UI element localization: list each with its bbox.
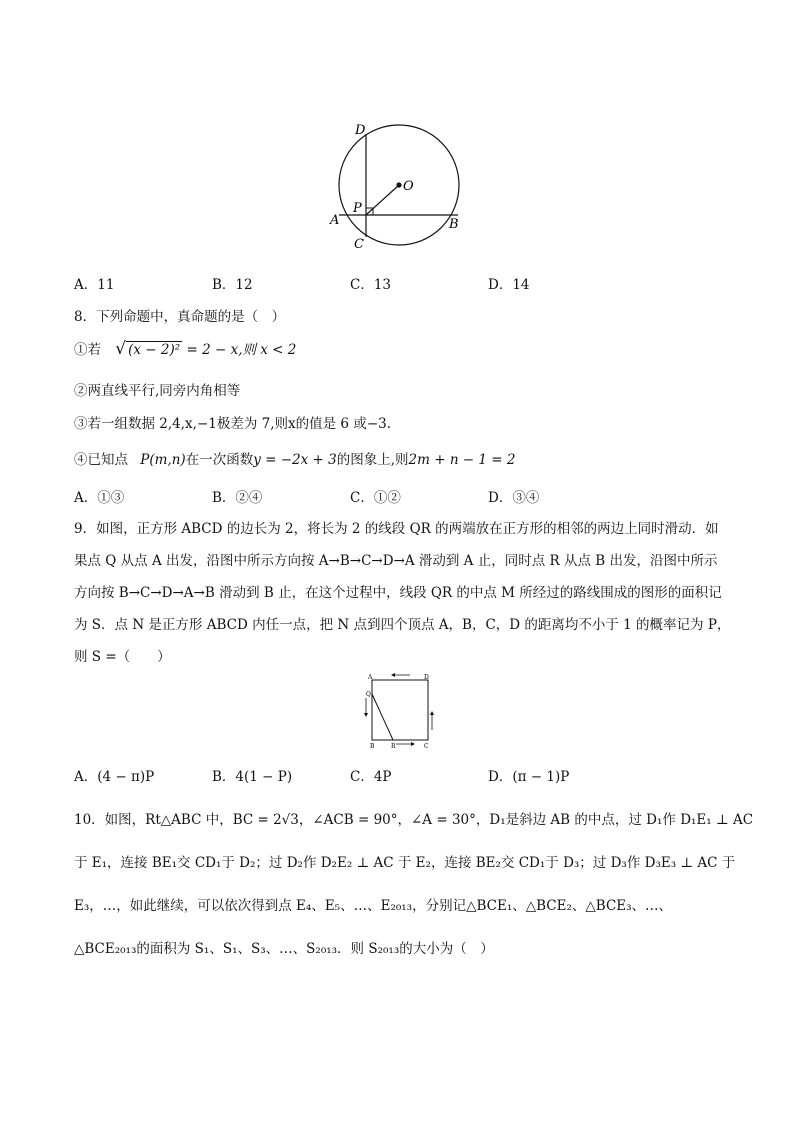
q9-option-c[interactable]: C．4P [350,769,392,785]
q9-options [74,765,734,785]
q8-option-a[interactable]: A．①③ [74,490,125,506]
sq-label-a: A [368,674,373,681]
s1-radicand: (x − 2)² [128,342,181,358]
s4-rest: 的图象上,则 [336,452,409,468]
s4-point: P(m,n) [140,452,186,468]
center-point [396,182,401,187]
q9-option-b[interactable]: B．4(1 − P) [212,769,293,785]
q9-line-4: 为 S．点 N 是正方形 ABCD 内任一点，把 N 点到四个顶点 A，B，C，D 的距离均不小于 1 的概率记为 P， [74,617,731,633]
s1-prefix: ①若 [74,342,101,358]
q7-option-d[interactable]: D．14 [488,277,530,293]
q8-option-b[interactable]: B．②④ [212,490,263,506]
q9-line-5: 则 S =（ ） [74,649,171,665]
circle-figure [325,118,475,258]
q10-line-1: 10．如图，Rt△ABC 中，BC = 2√3，∠ACB = 90°，∠A = 30°，D₁是斜边 AB 的中点，过 D₁作 D₁E₁ ⊥ AC [74,812,754,828]
segment-po [366,185,399,215]
segment-qr [372,694,393,740]
label-a: A [330,213,340,228]
q8-options [74,486,734,506]
q9-option-a[interactable]: A．(4 − π)P [74,769,155,785]
arrow-bottom-head [411,742,415,746]
label-d: D [355,123,366,138]
q9-line-1: 9．如图，正方形 ABCD 的边长为 2，将长为 2 的线段 QR 的两端放在正方形的相邻的两边上同时滑动．如 [74,521,719,537]
s4-prefix: ④已知点 [74,452,128,468]
q10-line-4: △BCE₂₀₁₃的面积为 S₁、S₁、S₃、…、S₂₀₁₃．则 S₂₀₁₃的大小为（ ） [74,941,494,957]
label-b: B [449,217,459,232]
s1-rest: = 2 − x,则 x < 2 [186,342,297,358]
q8-option-c[interactable]: C．①② [350,490,401,506]
sqrt-sign: √ [115,339,127,359]
q7-options [74,273,734,293]
s4-eq: 2m + n − 1 = 2 [408,452,516,468]
label-c: C [354,237,364,252]
sq-label-d: D [424,674,429,681]
square-figure [358,670,438,750]
q10-line-2: 于 E₁，连接 BE₁交 CD₁于 D₂；过 D₂作 D₂E₂ ⊥ AC 于 E₂，连接 BE₂交 CD₁于 D₃；过 D₃作 D₃E₃ ⊥ AC 于 [74,855,736,871]
q8-statement-2: ②两直线平行,同旁内角相等 [74,383,241,399]
arrow-left-head [364,713,368,717]
s4-mid: 在一次函数 [185,452,254,468]
q7-option-c[interactable]: C．13 [350,277,392,293]
q8-statement-1 [74,338,296,364]
q8-statement-3: ③若一组数据 2,4,x,−1极差为 7,则x的值是 6 或−3. [74,416,392,432]
q8-option-d[interactable]: D．③④ [488,490,540,506]
q7-option-b[interactable]: B．12 [212,277,253,293]
arrow-right-head [430,711,434,715]
q8-statement-4 [74,448,515,468]
q9-line-3: 方向按 B→C→D→A→B 滑动到 B 止，在这个过程中，线段 QR 的中点 M 所经过的路线围成的图形的面积记 [74,585,722,601]
sq-label-q: Q [366,691,371,698]
q9-option-d[interactable]: D．(π − 1)P [488,769,570,785]
q10-line-3: E₃，…，如此继续，可以依次得到点 E₄、E₅、…、E₂₀₁₃，分别记△BCE₁、△BCE₂、△BCE₃、…、 [74,898,673,914]
s4-func: y = −2x + 3 [253,452,337,468]
sq-label-r: R [391,743,396,750]
sq-label-b: B [370,743,375,750]
sq-label-c: C [424,743,429,750]
q9-line-2: 果点 Q 从点 A 出发，沿图中所示方向按 A→B→C→D→A 滑动到 A 止，同时点 R 从点 B 出发，沿图中所示 [74,553,718,569]
label-o: O [403,179,414,194]
q7-option-a[interactable]: A．11 [74,277,115,293]
q8-stem: 8．下列命题中，真命题的是（ ） [74,309,286,325]
label-p: P [353,201,362,216]
square [372,680,428,740]
arrow-top-head [391,673,395,677]
